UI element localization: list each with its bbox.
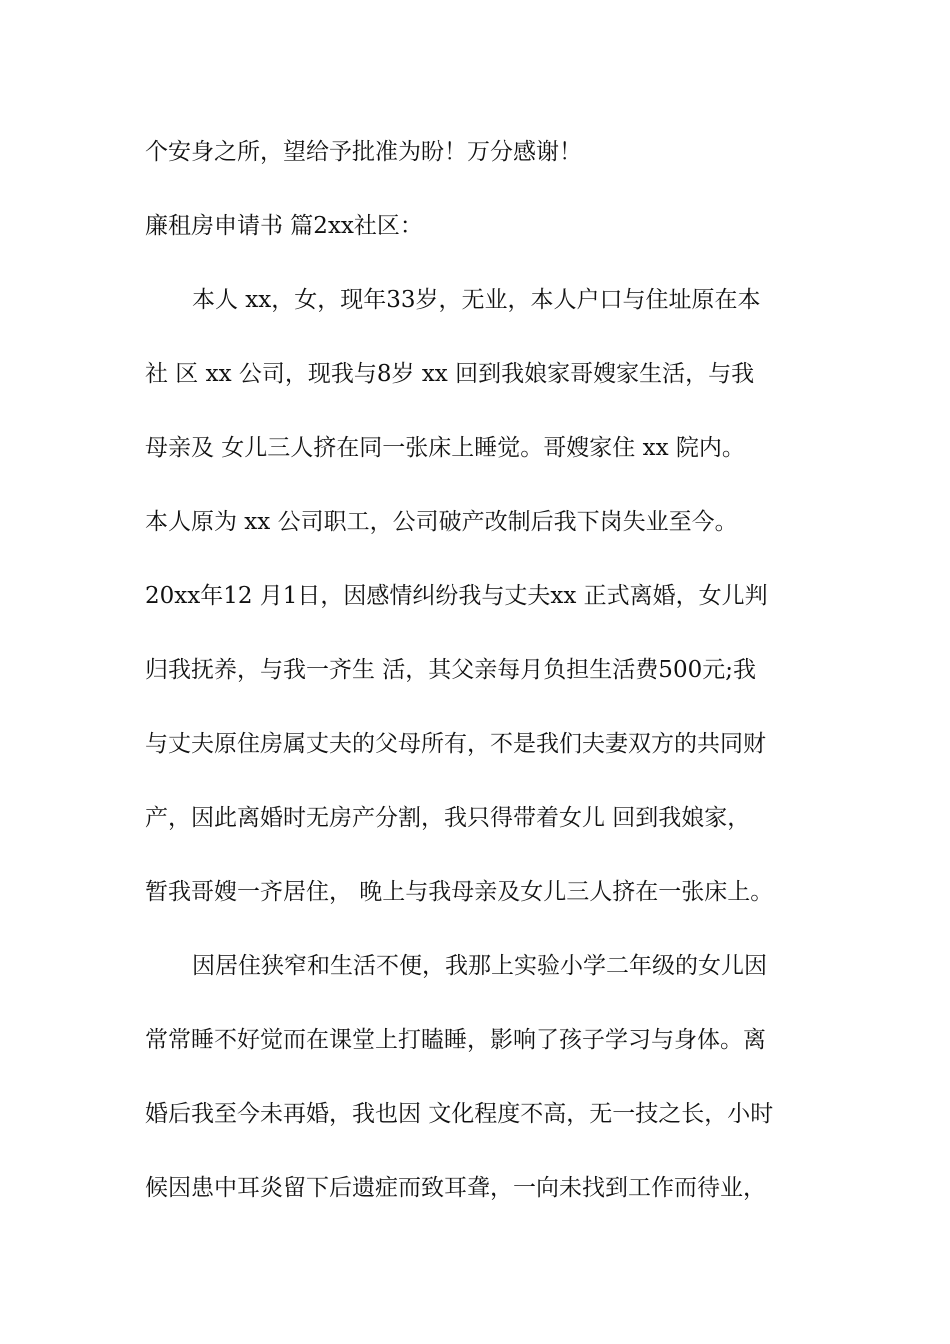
section-heading: 廉租房申请书 篇2xx社区： [145,213,423,239]
paragraph-start: 因居住狭窄和生活不便，我那上实验小学二年级的女儿因 [192,953,767,979]
text-line: 与丈夫原住房属丈夫的父母所有，不是我们夫妻双方的共同财 [145,731,766,757]
text-line: 20xx年12 月1日，因感情纠纷我与丈夫xx 正式离婚，女儿判 [145,583,768,609]
text-line: 候因患中耳炎留下后遗症而致耳聋，一向未找到工作而待业， [145,1175,766,1201]
text-line: 母亲及 女儿三人挤在同一张床上睡觉。哥嫂家住 xx 院内。 [145,435,745,461]
text-line: 婚后我至今未再婚，我也因 文化程度不高，无一技之长，小时 [145,1101,774,1127]
text-line: 归我抚养，与我一齐生 活，其父亲每月负担生活费500元;我 [145,657,756,683]
text-line: 本人原为 xx 公司职工，公司破产改制后我下岗失业至今。 [145,509,738,535]
text-line: 产，因此离婚时无房产分割，我只得带着女儿 回到我娘家， [145,805,751,831]
text-line: 个安身之所，望给予批准为盼！万分感谢！ [145,139,582,165]
text-line: 暂我哥嫂一齐居住， 晚上与我母亲及女儿三人挤在一张床上。 [145,879,774,905]
paragraph-start: 本人 xx，女，现年33岁，无业，本人户口与住址原在本 [192,287,761,313]
text-line: 常常睡不好觉而在课堂上打瞌睡，影响了孩子学习与身体。离 [145,1027,766,1053]
text-line: 社 区 xx 公司，现我与8岁 xx 回到我娘家哥嫂家生活，与我 [145,361,755,387]
